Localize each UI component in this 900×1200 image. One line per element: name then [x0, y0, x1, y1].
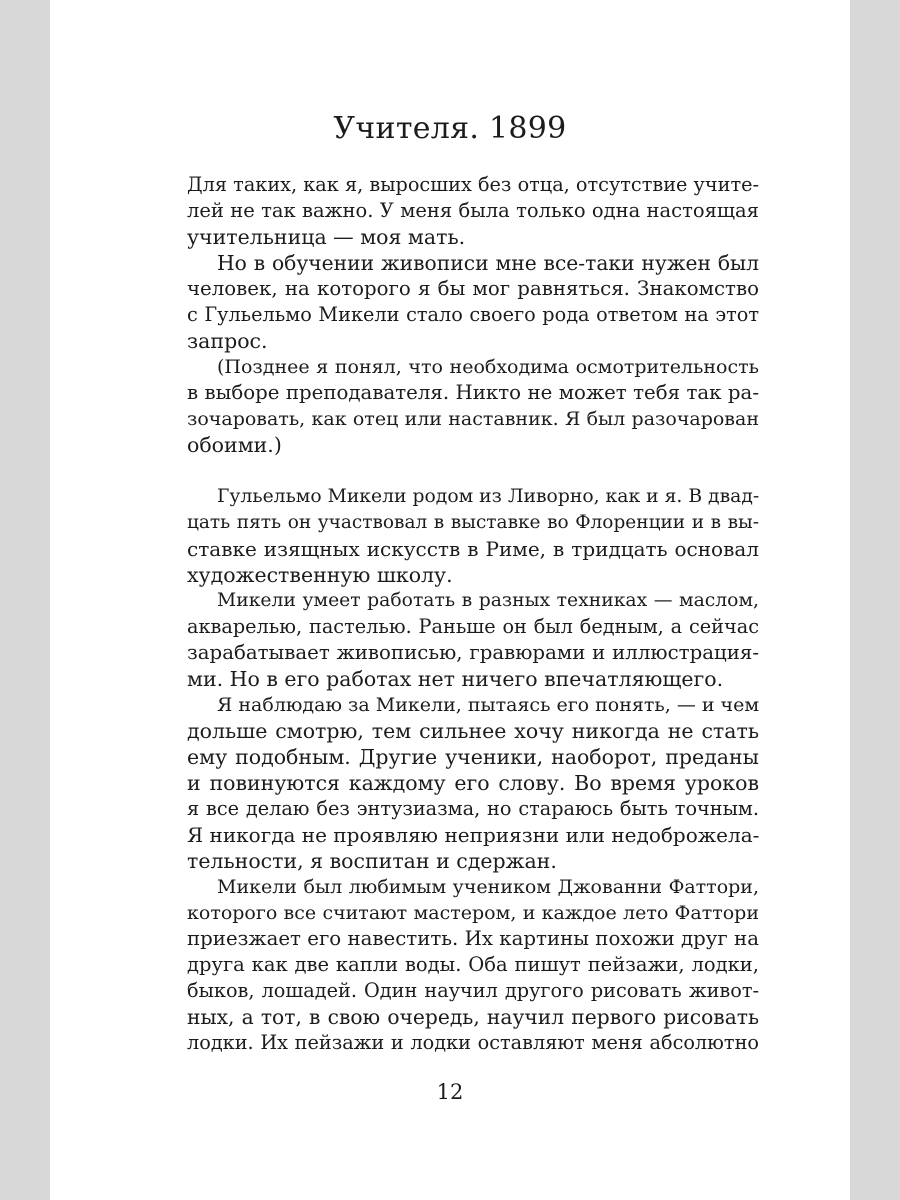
text-line: с Гульельмо Микели стало своего рода ответом на этот	[187, 303, 759, 326]
paragraph	[187, 588, 759, 692]
paragraph	[187, 692, 759, 874]
text-line: человек, на которого я бы мог равняться. Знакомство	[187, 277, 759, 300]
text-line: Микели был любимым учеником Джованни Фаттори,	[217, 876, 759, 898]
text-line: которого все считают мастером, и каждое лето Фаттори	[187, 902, 759, 924]
text-line: зарабатывает живописью, гравюрами и иллюстрация-	[187, 641, 759, 664]
paragraph	[187, 250, 759, 354]
book-page	[50, 0, 850, 1200]
page-number: 12	[436, 1080, 464, 1104]
text-line: запрос.	[187, 329, 268, 353]
text-line: лей не так важно. У меня была только одна настоящая	[187, 199, 759, 222]
paragraph	[187, 172, 759, 250]
text-line: обоими.)	[187, 433, 282, 457]
text-line: художественную школу.	[187, 563, 453, 587]
text-line: ми. Но в его работах нет ничего впечатляющего.	[187, 667, 724, 691]
text-line: друга как две капли воды. Оба пишут пейзажи, лодки,	[187, 953, 759, 976]
text-line: акварелью, пастелью. Раньше он был бедным, а сейчас	[187, 615, 759, 638]
text-line: Я никогда не проявляю неприязни или недоброжела-	[187, 823, 760, 847]
text-line: зочаровать, как отец или наставник. Я был разочарован	[187, 408, 759, 430]
paragraph	[187, 484, 759, 588]
chapter-title: Учителя. 1899	[333, 111, 567, 146]
text-line: Но в обучении живописи мне все-таки нужен был	[217, 251, 759, 275]
text-line: (Позднее я понял, что необходима осмотрительность	[217, 356, 759, 378]
text-line: ставке изящных искусств в Риме, в тридцать основал	[187, 537, 759, 561]
text-line: Гульельмо Микели родом из Ливорно, как и я. В двад-	[217, 486, 760, 507]
text-line: и повинуются каждому его слову. Во время уроков	[187, 771, 759, 795]
text-line: цать пять он участвовал в выставке во Флоренции и в вы-	[187, 512, 759, 533]
paragraph	[187, 874, 759, 1056]
text-line: ных, а тот, в свою очередь, научил первого рисовать	[187, 1005, 759, 1029]
body-text	[187, 172, 759, 1056]
text-line: учительница — моя мать.	[187, 225, 466, 249]
text-line: Для таких, как я, выросших без отца, отсутствие учите-	[187, 173, 759, 196]
text-line: тельности, я воспитан и сдержан.	[187, 849, 557, 873]
text-line: я все делаю без энтузиазма, но стараюсь быть точным.	[187, 797, 759, 820]
text-line: дольше смотрю, тем сильнее хочу никогда не стать	[187, 719, 759, 743]
paragraph	[187, 354, 759, 458]
text-line: Микели умеет работать в разных техниках — маслом,	[217, 590, 759, 611]
text-line: Я наблюдаю за Микели, пытаясь его понять, — и чем	[217, 694, 760, 716]
text-line: быков, лошадей. Один научил другого рисовать живот-	[187, 979, 759, 1002]
section-break	[187, 458, 759, 484]
text-line: приезжает его навестить. Их картины похожи друг на	[187, 927, 759, 950]
text-line: в выборе преподавателя. Никто не может тебя так ра-	[187, 381, 759, 404]
text-line: лодки. Их пейзажи и лодки оставляют меня абсолютно	[187, 1031, 759, 1054]
text-line: ему подобным. Другие ученики, наоборот, преданы	[187, 745, 759, 769]
